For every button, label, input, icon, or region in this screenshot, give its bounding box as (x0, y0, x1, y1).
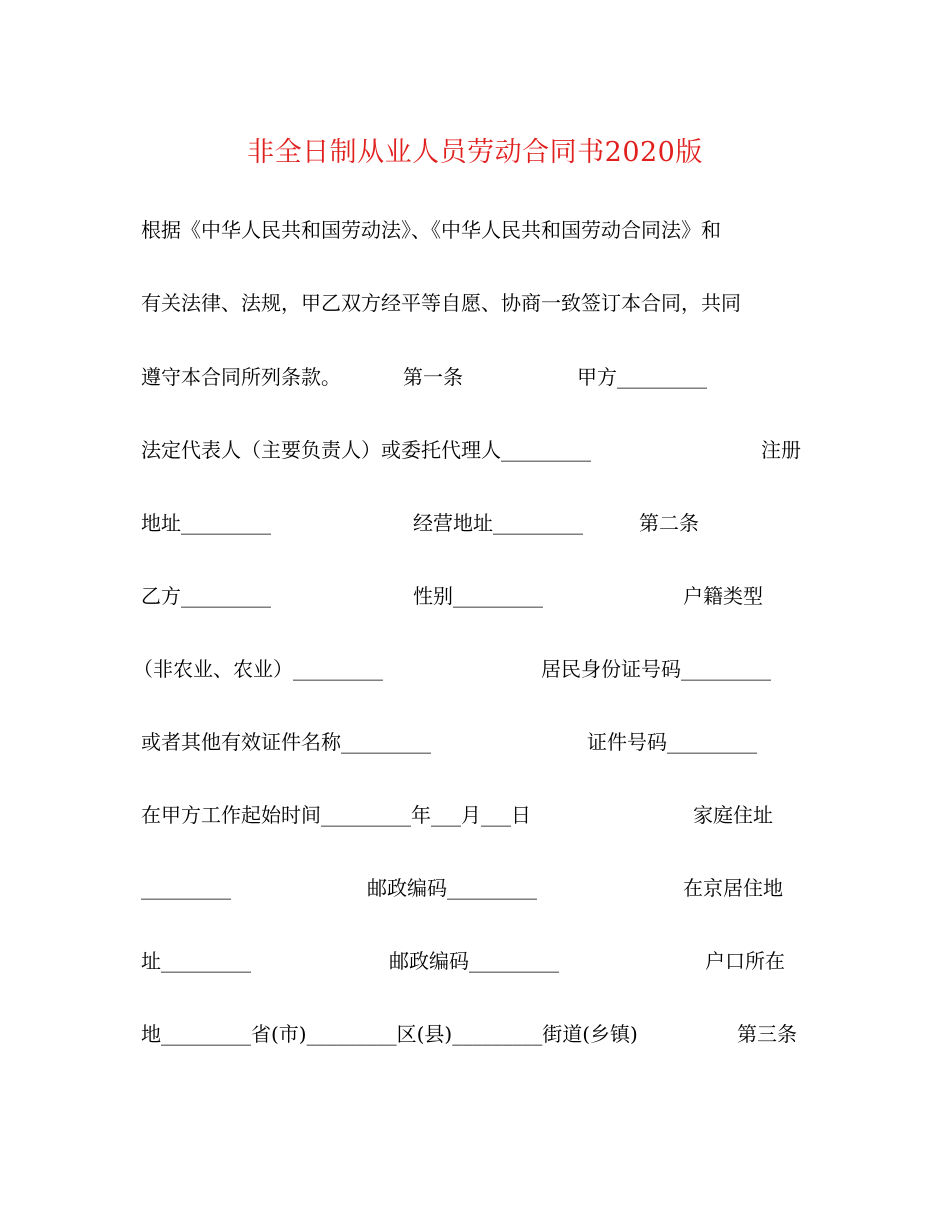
body-line-12 (141, 1018, 809, 1050)
body-line-10 (141, 872, 809, 904)
form-field: 址_________ (141, 949, 251, 973)
body-line-6 (141, 580, 809, 612)
form-field: 地_________省(市)_________区(县)_________街道(乡镇) (141, 1022, 638, 1046)
body-line-2 (141, 287, 809, 319)
form-field: 邮政编码_________ (389, 949, 559, 973)
body-line-1 (141, 214, 809, 246)
form-field: 法定代表人（主要负责人）或委托代理人_________ (141, 438, 591, 462)
body-text: 遵守本合同所列条款。 (141, 365, 341, 389)
form-field: 证件号码_________ (587, 730, 757, 754)
form-field: 注册 (761, 438, 801, 462)
body-line-11 (141, 945, 809, 977)
form-field: 地址_________ (141, 511, 271, 535)
form-field: 性别_________ (413, 584, 543, 608)
form-field: （非农业、农业）_________ (133, 657, 383, 681)
body-line-4 (141, 434, 809, 466)
body-line-9 (141, 799, 809, 831)
form-field: _________ (141, 876, 231, 900)
form-field: 在甲方工作起始时间_________年___月___日 (141, 803, 531, 827)
article-heading: 第三条 (737, 1022, 797, 1046)
form-field: 在京居住地 (683, 876, 783, 900)
body-line-3 (141, 361, 809, 393)
form-field: 户籍类型 (683, 584, 763, 608)
form-field: 居民身份证号码_________ (541, 657, 771, 681)
form-field: 或者其他有效证件名称_________ (141, 730, 431, 754)
body-line-5 (141, 507, 809, 539)
form-field: 甲方_________ (577, 365, 707, 389)
page-title: 非全日制从业人员劳动合同书2020版 (247, 137, 703, 168)
form-field: 乙方_________ (141, 584, 271, 608)
body-line-8 (141, 726, 809, 758)
form-field: 户口所在 (705, 949, 785, 973)
article-heading: 第二条 (639, 511, 699, 535)
body-text: 根据《中华人民共和国劳动法》、《中华人民共和国劳动合同法》和 (141, 218, 721, 242)
form-field: 家庭住址 (693, 803, 773, 827)
form-field: 邮政编码_________ (367, 876, 537, 900)
article-heading: 第一条 (403, 365, 463, 389)
body-line-7 (133, 653, 809, 685)
body-text: 有关法律、法规，甲乙双方经平等自愿、协商一致签订本合同，共同 (141, 291, 741, 315)
form-field: 经营地址_________ (413, 511, 583, 535)
